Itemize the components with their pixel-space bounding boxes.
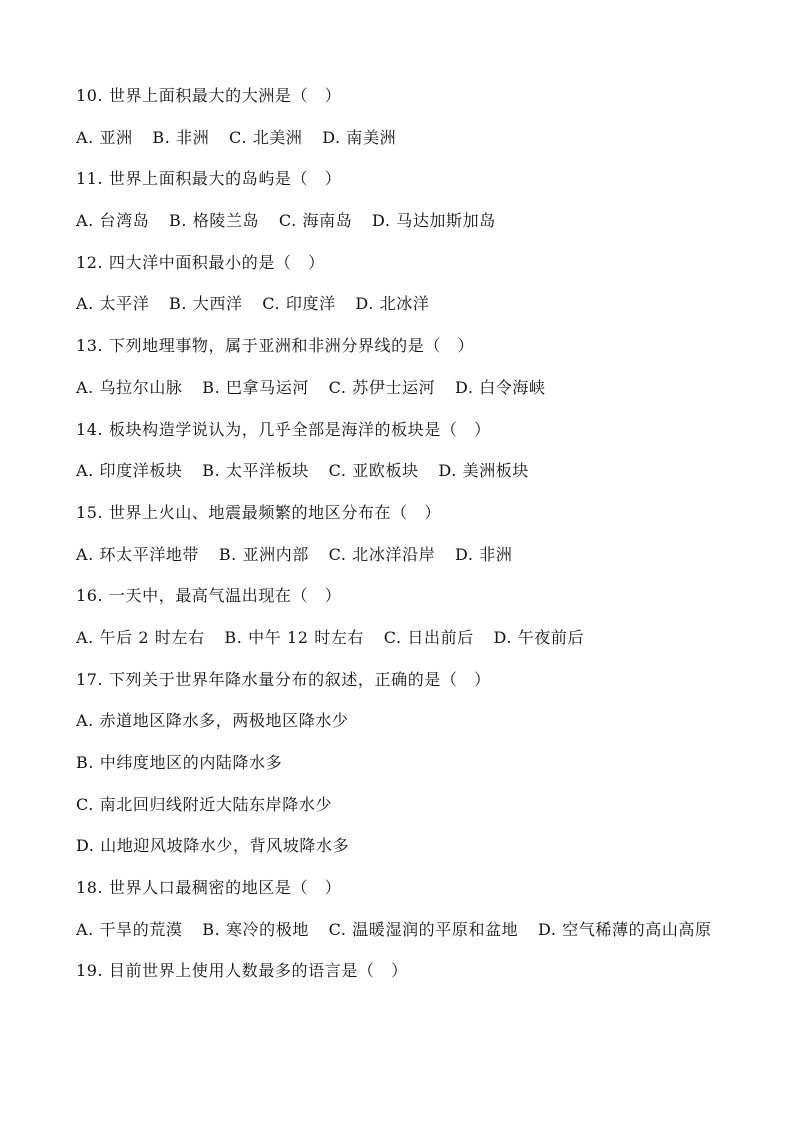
option: B. 格陵兰岛	[169, 211, 260, 231]
option: A. 乌拉尔山脉	[76, 377, 183, 397]
option: B. 太平洋板块	[202, 461, 309, 481]
option: C. 温暖湿润的平原和盆地	[328, 919, 519, 939]
option-row	[76, 378, 726, 398]
option: B. 非洲	[152, 127, 210, 147]
option: C. 印度洋	[262, 294, 336, 314]
question-stem: 10. 世界上面积最大的大洲是（ ）	[76, 86, 342, 105]
option: B. 亚洲内部	[218, 544, 309, 564]
option-row	[76, 211, 726, 231]
question-stem: 17. 下列关于世界年降水量分布的叙述，正确的是（ ）	[76, 669, 491, 689]
option-line: B. 中纬度地区的内陆降水多	[76, 753, 283, 772]
option: A. 亚洲	[76, 127, 133, 147]
option: D. 午夜前后	[493, 627, 585, 647]
option: A. 台湾岛	[76, 211, 150, 231]
option: B. 中午 12 时左右	[224, 627, 365, 647]
option-row	[76, 294, 726, 314]
question-stem: 12. 四大洋中面积最小的是（ ）	[76, 252, 325, 272]
option: D. 美洲板块	[438, 461, 530, 481]
option: B. 巴拿马运河	[202, 377, 309, 397]
exam-page	[76, 86, 726, 1002]
question-stem: 15. 世界上火山、地震最频繁的地区分布在（ ）	[76, 502, 441, 522]
option: A. 环太平洋地带	[76, 544, 200, 564]
question-stem: 11. 世界上面积最大的岛屿是（ ）	[76, 169, 342, 189]
option: B. 寒冷的极地	[202, 919, 309, 939]
option-row	[76, 545, 726, 565]
option: C. 日出前后	[383, 627, 474, 647]
option-row	[76, 909, 726, 951]
option: C. 苏伊士运河	[328, 377, 436, 397]
option: D. 空气稀薄的高山高原	[537, 919, 712, 939]
question-stem: 19. 目前世界上使用人数最多的语言是（ ）	[76, 960, 408, 980]
option-line: A. 赤道地区降水多，两极地区降水少	[76, 711, 349, 731]
option: D. 非洲	[455, 544, 513, 564]
option: C. 海南岛	[278, 211, 353, 231]
option: C. 亚欧板块	[328, 461, 419, 481]
option: D. 南美洲	[322, 127, 397, 147]
question-stem: 14. 板块构造学说认为，几乎全部是海洋的板块是（ ）	[76, 419, 491, 439]
option: A. 干旱的荒漠	[76, 919, 183, 939]
option-line: C. 南北回归线附近大陆东岸降水少	[76, 794, 333, 814]
option-row	[76, 628, 726, 648]
option: C. 北美洲	[229, 127, 303, 147]
option: A. 太平洋	[76, 294, 150, 314]
option-line: D. 山地迎风坡降水少，背风坡降水多	[76, 836, 350, 856]
option: B. 大西洋	[169, 294, 243, 314]
option: D. 北冰洋	[355, 294, 430, 314]
option: D. 马达加斯加岛	[371, 211, 496, 231]
question-stem: 18. 世界人口最稠密的地区是（ ）	[76, 878, 342, 898]
option-row	[76, 461, 726, 481]
option-row	[76, 128, 726, 148]
question-stem: 16. 一天中，最高气温出现在（ ）	[76, 586, 342, 606]
option: A. 印度洋板块	[76, 461, 183, 481]
question-stem: 13. 下列地理事物，属于亚洲和非洲分界线的是（ ）	[76, 336, 475, 356]
option: C. 北冰洋沿岸	[328, 544, 436, 564]
option: A. 午后 2 时左右	[76, 627, 205, 647]
option: D. 白令海峡	[454, 377, 546, 397]
